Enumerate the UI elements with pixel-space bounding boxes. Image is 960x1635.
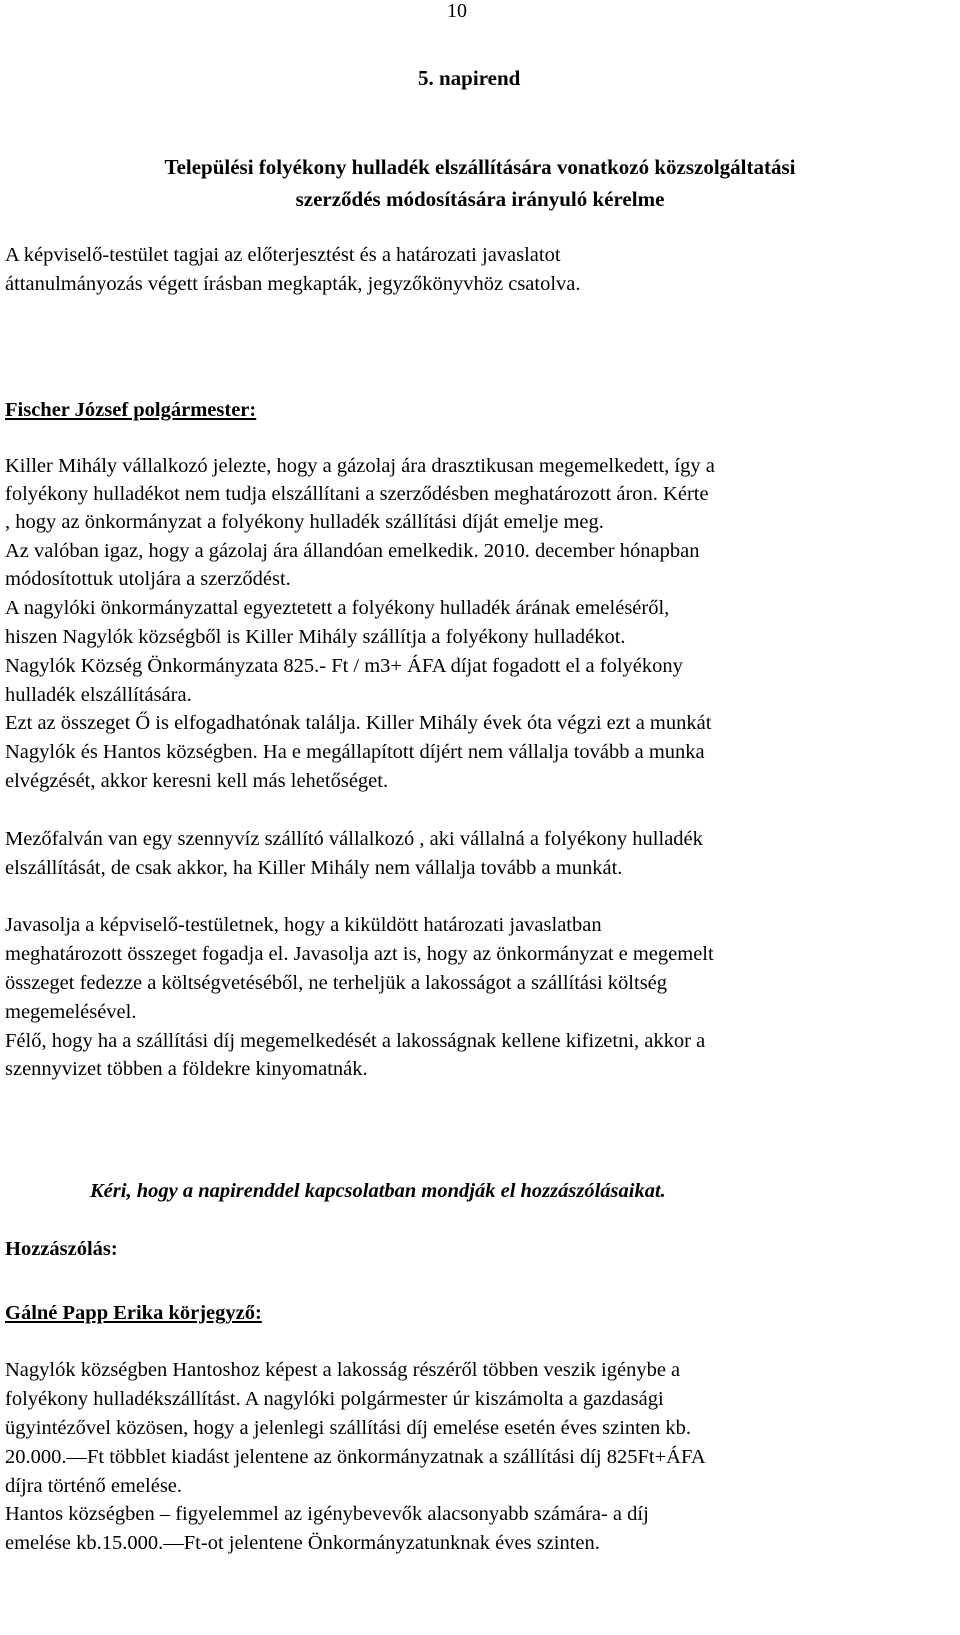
speech2-line-6: Hantos községben – figyelemmel az igénybevevők alacsonyabb számára- a díj	[5, 1503, 649, 1525]
speech1-line-4: Az valóban igaz, hogy a gázolaj ára állandóan emelkedik. 2010. december hónapban	[5, 540, 700, 562]
speech1c-line-4: megemelésével.	[5, 1001, 137, 1023]
intro-line-1: A képviselő-testület tagjai az előterjesztést és a határozati javaslatot	[5, 244, 561, 266]
speech1-line-10: Ezt az összeget Ő is elfogadhatónak találja. Killer Mihály évek óta végzi ezt a munkát	[5, 712, 712, 734]
speech1-line-12: elvégzését, akkor keresni kell más lehetőséget.	[5, 770, 389, 792]
page-number: 10	[447, 0, 467, 22]
speech1c-line-6: szennyvizet többen a földekre kinyomatnák.	[5, 1058, 368, 1080]
speech1b-line-2: elszállítását, de csak akkor, ha Killer Mihály nem vállalja tovább a munkát.	[5, 857, 623, 879]
speaker-galne: Gálné Papp Erika körjegyző:	[5, 1302, 262, 1324]
speech2-line-5: díjra történő emelése.	[5, 1475, 183, 1497]
document-title-line-1: Települési folyékony hulladék elszállítására vonatkozó közszolgáltatási	[164, 155, 796, 179]
speech1c-line-1: Javasolja a képviselő-testületnek, hogy a kiküldött határozati javaslatban	[5, 914, 602, 936]
request-line: Kéri, hogy a napirenddel kapcsolatban mondják el hozzászólásaikat.	[90, 1180, 666, 1202]
speech2-line-4: 20.000.—Ft többlet kiadást jelentene az önkormányzatnak a szállítási díj 825Ft+ÁFA	[5, 1446, 706, 1468]
speech1-line-7: hiszen Nagylók községből is Killer Mihály szállítja a folyékony hulladékot.	[5, 626, 626, 648]
speech1-line-2: folyékony hulladékot nem tudja elszállítani a szerződésben meghatározott áron. Kérte	[5, 483, 709, 505]
comments-heading: Hozzászólás:	[5, 1238, 118, 1260]
speaker-fischer: Fischer József polgármester:	[5, 399, 257, 421]
speech2-line-3: ügyintézővel közösen, hogy a jelenlegi szállítási díj emelése esetén éves szinten kb.	[5, 1417, 691, 1439]
speech1-line-1: Killer Mihály vállalkozó jelezte, hogy a gázolaj ára drasztikusan megemelkedett, így a	[5, 455, 715, 477]
document-title-line-2: szerződés módosítására irányuló kérelme	[295, 187, 665, 211]
speech2-line-1: Nagylók községben Hantoshoz képest a lakosság részéről többen veszik igénybe a	[5, 1359, 681, 1381]
speech1b-line-1: Mezőfalván van egy szennyvíz szállító vállalkozó , aki vállalná a folyékony hulladék	[5, 828, 703, 850]
speech1-line-6: A nagylóki önkormányzattal egyeztetett a folyékony hulladék árának emeléséről,	[5, 597, 670, 619]
speech2-line-2: folyékony hulladékszállítást. A nagylóki polgármester úr kiszámolta a gazdasági	[5, 1388, 664, 1410]
speech1-line-3: , hogy az önkormányzat a folyékony hulladék szállítási díját emelje meg.	[5, 511, 604, 533]
speech1-line-8: Nagylók Község Önkormányzata 825.- Ft / m3+ ÁFA díjat fogadott el a folyékony	[5, 655, 683, 677]
intro-line-2: áttanulmányozás végett írásban megkapták, jegyzőkönyvhöz csatolva.	[5, 273, 581, 295]
speech1c-line-5: Félő, hogy ha a szállítási díj megemelkedését a lakosságnak kellene kifizetni, akkor a	[5, 1030, 706, 1052]
speech1c-line-2: meghatározott összeget fogadja el. Javasolja azt is, hogy az önkormányzat e megemelt	[5, 943, 714, 965]
speech1-line-5: módosítottuk utoljára a szerződést.	[5, 568, 291, 590]
speech1-line-9: hulladék elszállítására.	[5, 684, 192, 706]
speech1-line-11: Nagylók és Hantos községben. Ha e megállapított díjért nem vállalja tovább a munka	[5, 741, 705, 763]
speech2-line-7: emelése kb.15.000.—Ft-ot jelentene Önkormányzatunknak éves szinten.	[5, 1532, 600, 1554]
agenda-item: 5. napirend	[418, 66, 521, 90]
speech1c-line-3: összeget fedezze a költségvetéséből, ne terheljük a lakosságot a szállítási költség	[5, 972, 668, 994]
